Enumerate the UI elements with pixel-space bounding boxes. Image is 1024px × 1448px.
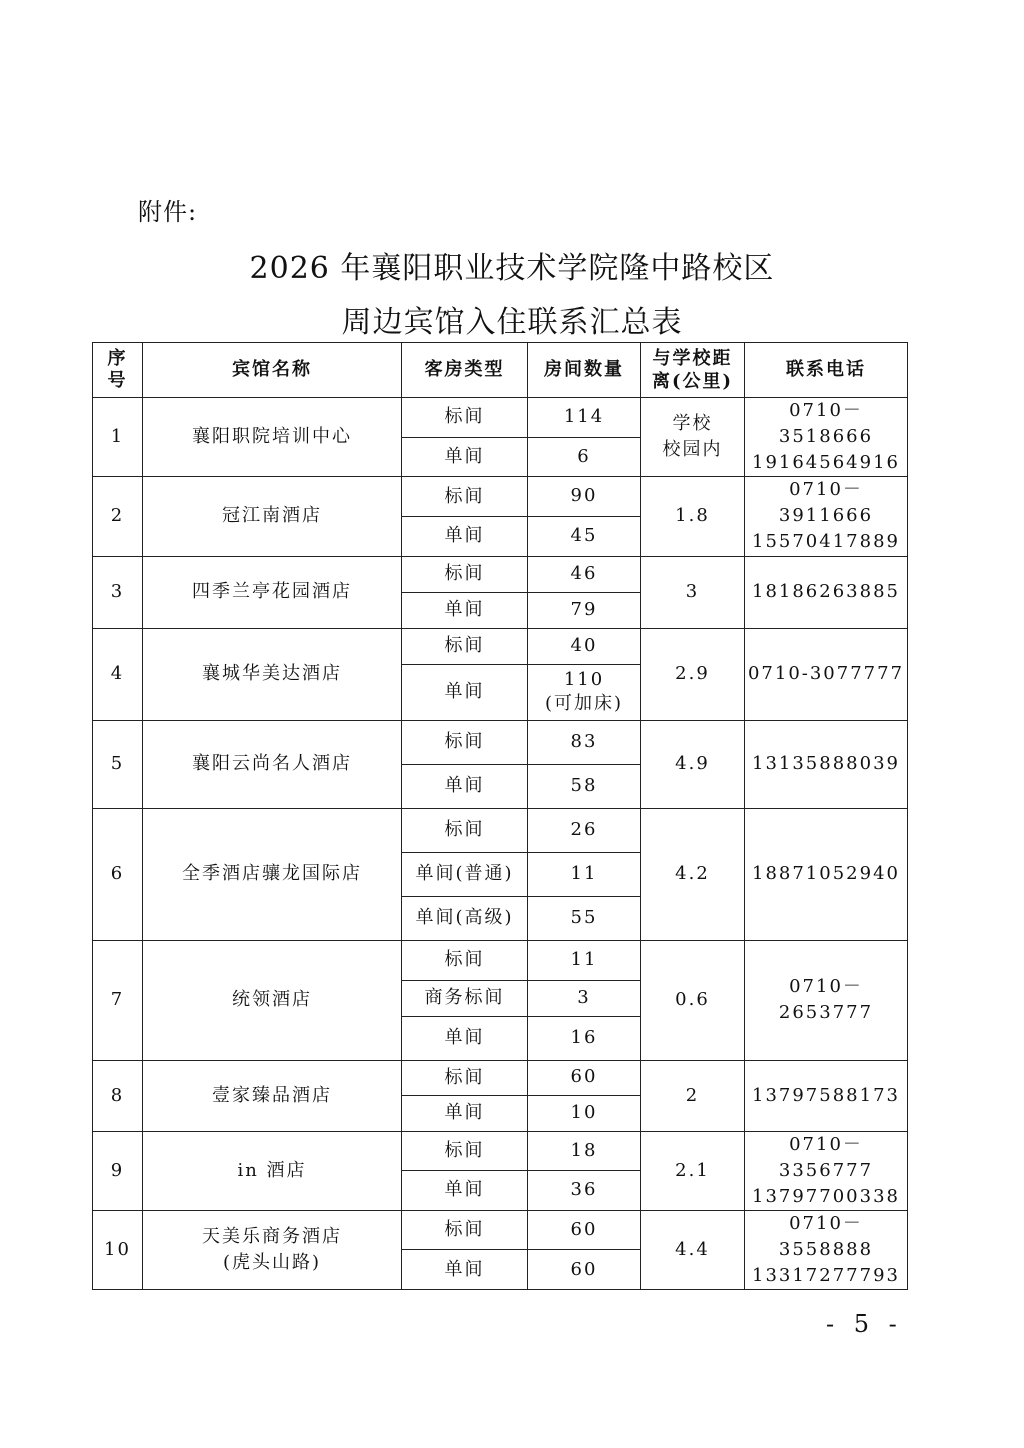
room-count-line: 36: [570, 1179, 598, 1201]
room-count-line: 6: [577, 445, 591, 467]
hotel-name-line: 冠江南酒店: [222, 505, 322, 527]
distance: [641, 1060, 745, 1131]
hotel-name: [143, 398, 402, 477]
room-type: 标间: [402, 940, 528, 980]
table-row: [93, 1131, 908, 1171]
phone: [745, 1210, 908, 1289]
header-room-count: 房间数量: [528, 343, 641, 398]
phone: [745, 720, 908, 808]
room-count-line: 46: [570, 562, 598, 584]
phone-line: 15570417889: [752, 531, 900, 553]
room-count: [528, 1095, 641, 1131]
page-subtitle: 周边宾馆入住联系汇总表: [341, 305, 683, 340]
phone: [745, 1131, 908, 1210]
hotel-name: [143, 808, 402, 940]
hotel-name-line: in 酒店: [237, 1159, 307, 1181]
room-count: [528, 516, 641, 556]
header-name: 宾馆名称: [143, 343, 402, 398]
distance-line: 4.9: [675, 753, 710, 775]
phone: [745, 808, 908, 940]
phone-line: 0710－2653777: [778, 975, 874, 1024]
table-row: [93, 1060, 908, 1095]
distance-line: 学校: [672, 413, 713, 435]
room-count: [528, 1210, 641, 1250]
room-count: [528, 1131, 641, 1171]
hotel-name-line: 壹家臻品酒店: [212, 1084, 332, 1106]
room-count: [528, 1250, 641, 1290]
hotel-name: [143, 628, 402, 720]
room-type: 单间(高级): [402, 896, 528, 940]
distance: [641, 628, 745, 720]
phone-line: 0710－3356777: [778, 1133, 874, 1181]
room-type: 单间: [402, 1250, 528, 1290]
table-row: [93, 808, 908, 852]
table-row: [93, 1210, 908, 1250]
room-count: [528, 398, 641, 438]
header-seq-line1: 序: [107, 348, 128, 370]
header-distance-line2: 离(公里): [651, 371, 734, 392]
room-count: [528, 940, 641, 980]
header-distance-line1: 与学校距: [652, 347, 733, 369]
room-type: 单间: [402, 664, 528, 720]
room-count-line: 114: [563, 406, 605, 428]
distance-line: 2: [685, 1084, 700, 1106]
distance: [641, 556, 745, 628]
hotel-name: [143, 1131, 402, 1210]
room-count: [528, 556, 641, 592]
phone-line: 0710－3911666: [778, 479, 874, 527]
room-count-line: 40: [570, 634, 598, 656]
hotel-name: [143, 1060, 402, 1131]
distance-line: 4.4: [675, 1238, 710, 1260]
distance: [641, 720, 745, 808]
room-count-line: 18: [570, 1139, 598, 1161]
hotel-name-line: (虎头山路): [222, 1251, 322, 1273]
room-count-line: 26: [570, 818, 598, 840]
phone: [745, 556, 908, 628]
page-title: 2026 年襄阳职业技术学院隆中路校区: [249, 251, 775, 286]
table-body: [93, 398, 908, 1290]
row-number: 1: [93, 398, 143, 477]
room-count: [528, 1060, 641, 1095]
header-seq: [93, 343, 143, 398]
row-number: 6: [93, 808, 143, 940]
room-count: [528, 1016, 641, 1060]
distance-line: 3: [685, 581, 700, 603]
phone-line: 13317277793: [752, 1265, 900, 1287]
distance-line: 2.1: [675, 1159, 710, 1181]
room-count-line: 58: [570, 774, 598, 796]
room-count-line: 11: [570, 862, 598, 884]
hotel-name-line: 襄城华美达酒店: [202, 663, 342, 685]
hotel-name-line: 襄阳云尚名人酒店: [192, 753, 352, 775]
room-count-line: 16: [570, 1026, 598, 1048]
phone: [745, 1060, 908, 1131]
phone: [745, 477, 908, 556]
room-count: [528, 1171, 641, 1211]
distance-line: 2.9: [675, 663, 710, 685]
header-distance: [641, 343, 745, 398]
distance-line: 4.2: [675, 863, 710, 885]
room-type: 商务标间: [402, 980, 528, 1016]
room-type: 标间: [402, 1060, 528, 1095]
distance: [641, 1210, 745, 1289]
table-header-row: [93, 343, 908, 398]
distance-line: 0.6: [675, 989, 710, 1011]
room-type: 标间: [402, 1210, 528, 1250]
phone-line: 0710－3558888: [778, 1212, 874, 1260]
room-count-line: 110: [563, 668, 605, 690]
room-type: 标间: [402, 477, 528, 517]
room-count: [528, 980, 641, 1016]
header-room-type: 客房类型: [402, 343, 528, 398]
row-number: 2: [93, 477, 143, 556]
distance-line: 校园内: [662, 439, 723, 461]
room-count-line: 60: [570, 1219, 598, 1241]
room-count-line: 60: [570, 1066, 598, 1088]
table-row: [93, 940, 908, 980]
phone-line: 18871052940: [752, 863, 900, 885]
row-number: 7: [93, 940, 143, 1060]
header-phone: 联系电话: [745, 343, 908, 398]
room-type: 标间: [402, 720, 528, 764]
hotel-name: [143, 940, 402, 1060]
room-count: [528, 808, 641, 852]
room-count-line: 79: [570, 598, 598, 620]
room-count: [528, 628, 641, 664]
room-type: 单间: [402, 764, 528, 808]
room-count-line: 10: [570, 1101, 598, 1123]
distance: [641, 940, 745, 1060]
table-row: [93, 628, 908, 664]
hotel-name-line: 统领酒店: [232, 989, 312, 1011]
room-type: 标间: [402, 628, 528, 664]
distance: [641, 398, 745, 477]
room-type: 标间: [402, 398, 528, 438]
distance: [641, 1131, 745, 1210]
table-row: [93, 477, 908, 517]
room-count-line: 45: [570, 525, 598, 547]
row-number: 10: [93, 1210, 143, 1289]
room-count: [528, 852, 641, 896]
room-count-line: 55: [570, 906, 598, 928]
room-count: [528, 664, 641, 720]
room-type: 单间: [402, 516, 528, 556]
room-count-line: 90: [570, 485, 598, 507]
distance: [641, 477, 745, 556]
room-count-line: (可加床): [544, 693, 624, 715]
hotel-table: [92, 342, 908, 1290]
room-count-line: 3: [577, 986, 591, 1008]
room-count-line: 11: [570, 948, 598, 970]
phone: [745, 940, 908, 1060]
room-type: 标间: [402, 808, 528, 852]
room-count-line: 60: [570, 1258, 598, 1280]
phone-line: 19164564916: [752, 452, 900, 474]
room-type: 单间: [402, 437, 528, 477]
room-type: 单间: [402, 1095, 528, 1131]
room-type: 单间: [402, 1171, 528, 1211]
room-type: 标间: [402, 556, 528, 592]
room-type: 标间: [402, 1131, 528, 1171]
table-row: [93, 398, 908, 438]
room-count: [528, 764, 641, 808]
row-number: 9: [93, 1131, 143, 1210]
distance-line: 1.8: [675, 505, 710, 527]
hotel-name: [143, 1210, 402, 1289]
room-count: [528, 720, 641, 764]
hotel-name-line: 四季兰亭花园酒店: [192, 581, 352, 603]
row-number: 3: [93, 556, 143, 628]
phone-line: 18186263885: [752, 581, 900, 603]
page-number: - 5 -: [826, 1310, 903, 1338]
room-count: [528, 477, 641, 517]
phone-line: 13797700338: [752, 1185, 900, 1207]
room-count: [528, 437, 641, 477]
hotel-name-line: 天美乐商务酒店: [202, 1225, 342, 1247]
distance: [641, 808, 745, 940]
phone-line: 13797588173: [752, 1084, 900, 1106]
row-number: 5: [93, 720, 143, 808]
table-row: [93, 720, 908, 764]
phone-line: 0710-3077777: [747, 663, 905, 685]
room-type: 单间: [402, 1016, 528, 1060]
row-number: 4: [93, 628, 143, 720]
header-seq-line2: 号: [107, 370, 128, 391]
phone-line: 13135888039: [752, 753, 900, 775]
phone: [745, 628, 908, 720]
row-number: 8: [93, 1060, 143, 1131]
room-count: [528, 592, 641, 628]
room-count-line: 83: [570, 730, 598, 752]
table-row: [93, 556, 908, 592]
hotel-name: [143, 556, 402, 628]
room-count: [528, 896, 641, 940]
room-type: 单间(普通): [402, 852, 528, 896]
phone: [745, 398, 908, 477]
room-type: 单间: [402, 592, 528, 628]
hotel-name: [143, 720, 402, 808]
attachment-label: 附件:: [138, 198, 198, 226]
phone-line: 0710－3518666: [778, 400, 874, 448]
hotel-name: [143, 477, 402, 556]
hotel-name-line: 襄阳职院培训中心: [192, 426, 352, 448]
hotel-name-line: 全季酒店骧龙国际店: [182, 863, 362, 885]
